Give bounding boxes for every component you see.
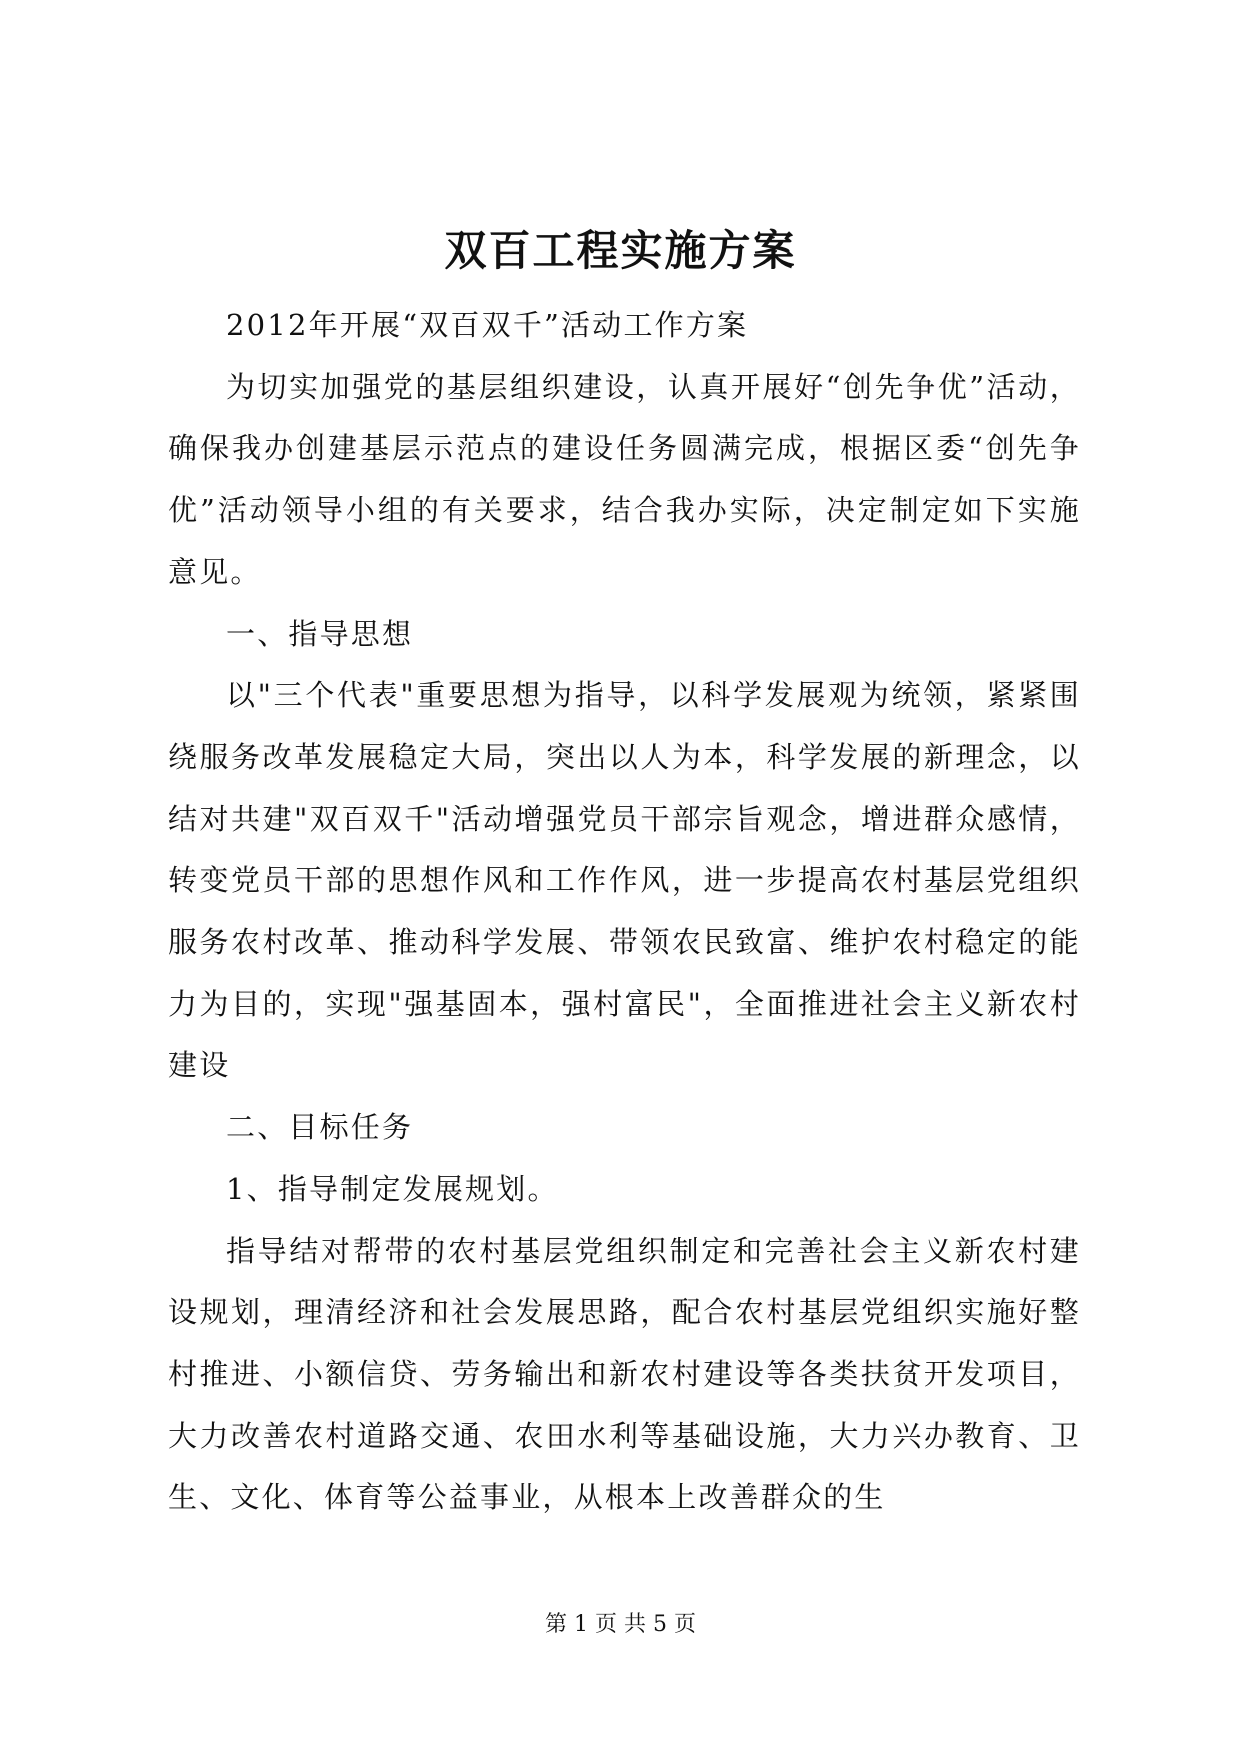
paragraph-intro: 为切实加强党的基层组织建设，认真开展好“创先争优”活动，确保我办创建基层示范点的建设任务圆满完成，根据区委“创先争优”活动领导小组的有关要求，结合我办实际，决定制定如下实施意见。 (168, 369, 1081, 589)
subsection-heading-planning: 1、指导制定发展规划。 (226, 1171, 559, 1206)
page-footer: 第 1 页 共 5 页 (545, 1612, 696, 1637)
section-heading-goals: 二、目标任务 (226, 1110, 414, 1145)
paragraph-planning: 指导结对帮带的农村基层党组织制定和完善社会主义新农村建设规划，理清经济和社会发展思路，配合农村基层党组织实施好整村推进、小额信贷、劳务输出和新农村建设等各类扶贫开发项目，大力改善农村道路交通、农田水利等基础设施，大力兴办教育、卫生、文化、体育等公益事业，从根本上改善群众的生 (168, 1233, 1081, 1515)
paragraph-subtitle: 2012年开展“双百双千”活动工作方案 (226, 308, 749, 342)
section-heading-guiding-ideology: 一、指导思想 (226, 616, 414, 651)
paragraph-guiding-ideology: 以"三个代表"重要思想为指导，以科学发展观为统领，紧紧围绕服务改革发展稳定大局，突出以人为本，科学发展的新理念，以结对共建"双百双千"活动增强党员干部宗旨观念，增进群众感情，转变党员干部的思想作风和工作作风，进一步提高农村基层党组织服务农村改革、推动科学发展、带领农民致富、维护农村稳定的能力为目的，实现"强基固本，强村富民"，全面推进社会主义新农村建设 (168, 678, 1081, 1083)
document-title: 双百工程实施方案 (444, 226, 797, 275)
document-body (168, 295, 1081, 1529)
